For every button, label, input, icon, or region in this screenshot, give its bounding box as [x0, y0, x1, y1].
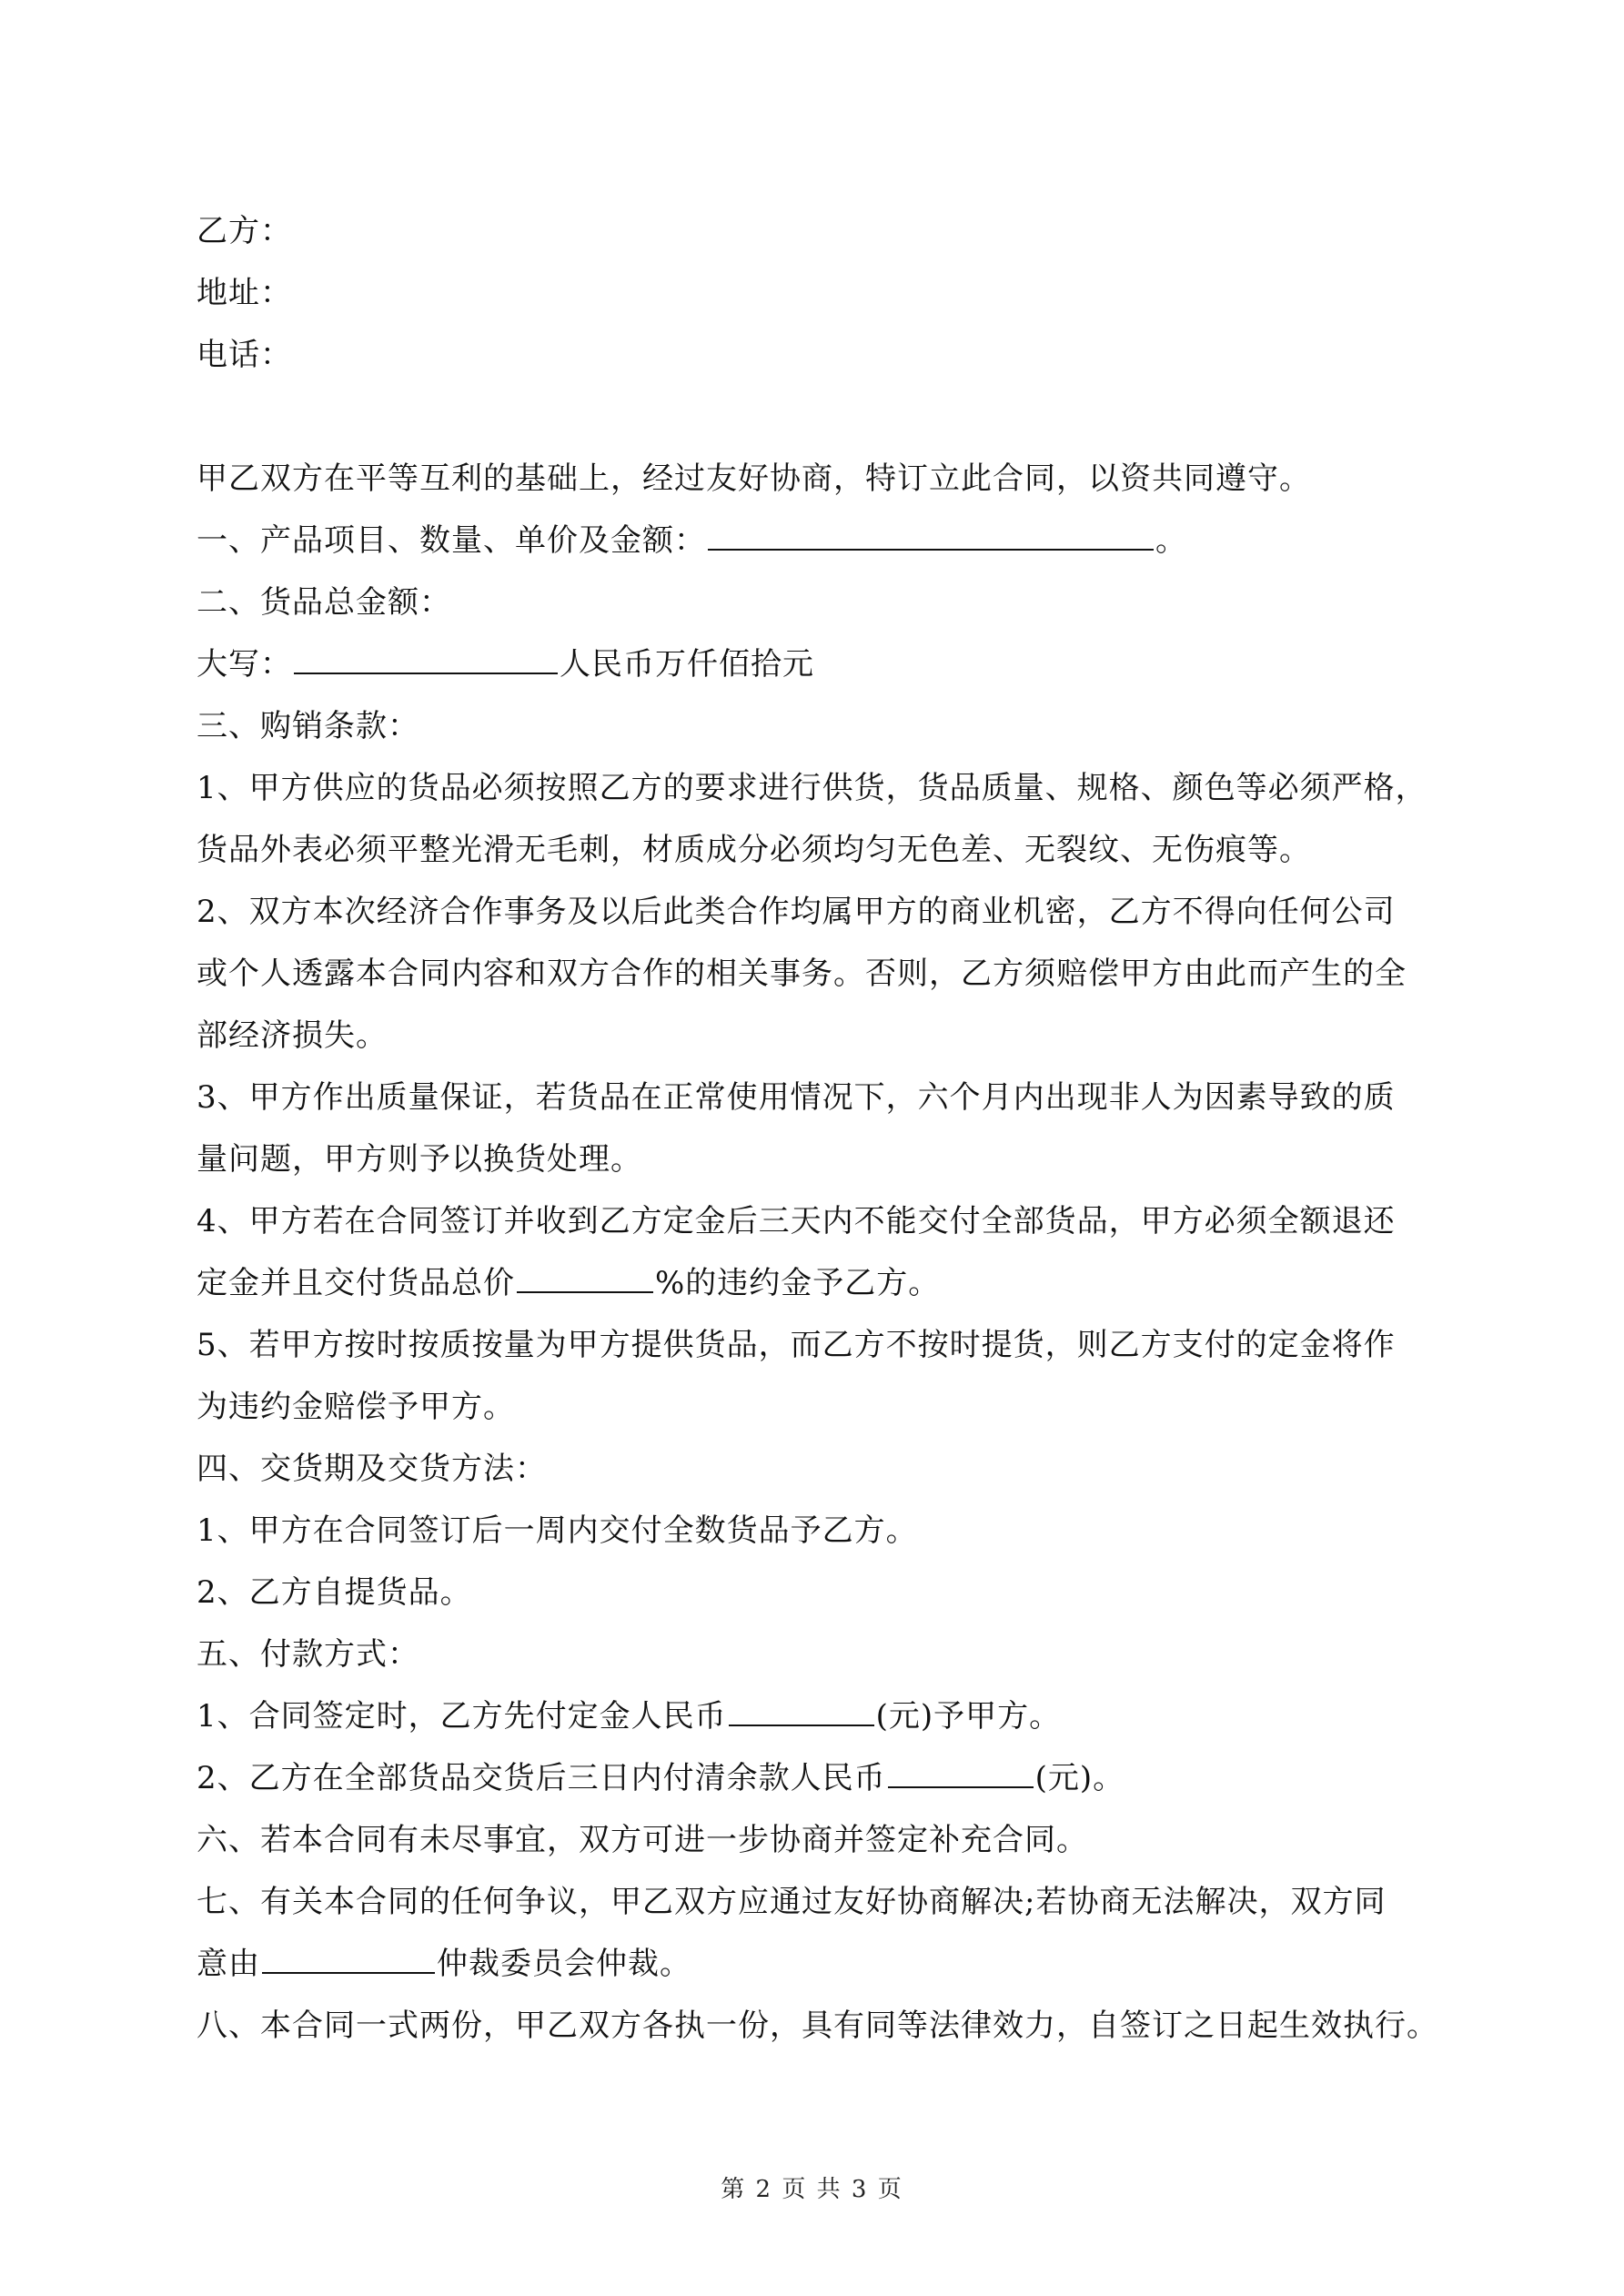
daxie-label: 大写： [197, 646, 292, 683]
section-7-line-2 [197, 1933, 1447, 1995]
section-8: 八、本合同一式两份，甲乙双方各执一份，具有同等法律效力，自签订之日起生效执行。 [197, 2008, 1438, 2044]
section-1-text: 一、产品项目、数量、单价及金额： [197, 522, 706, 559]
intro-paragraph: 甲乙双方在平等互利的基础上，经过友好协商，特订立此合同，以资共同遵守。 [197, 460, 1311, 497]
balance-prefix: 2、乙方在全部货品交货后三日内付清余款人民币 [197, 1760, 886, 1796]
clause-5-line-2: 为违约金赔偿予甲方。 [197, 1389, 515, 1425]
daxie-blank [294, 645, 558, 674]
deposit-suffix: (元)予甲方。 [875, 1698, 1062, 1735]
spacer [197, 386, 1447, 448]
section-2-daxie [197, 633, 1447, 695]
clause-3-line-2: 量问题，甲方则予以换货处理。 [197, 1141, 642, 1178]
clause-4-line-2 [197, 1252, 1447, 1314]
daxie-suffix: 人民币万仟佰拾元 [560, 646, 814, 683]
section-3-title: 三、购销条款： [197, 708, 419, 744]
section-1-suffix: 。 [1155, 522, 1187, 559]
party-b-label: 乙方： [197, 213, 292, 249]
balance-suffix: (元)。 [1034, 1760, 1125, 1796]
section-1 [197, 510, 1447, 571]
clause-4-suffix: %的违约金予乙方。 [655, 1265, 941, 1301]
penalty-percent-blank [517, 1264, 653, 1293]
clause-1-line-2: 货品外表必须平整光滑无毛刺，材质成分必须均匀无色差、无裂纹、无伤痕等。 [197, 832, 1311, 868]
phone-label: 电话： [197, 337, 292, 373]
clause-2-line-1: 2、双方本次经济合作事务及以后此类合作均属甲方的商业机密，乙方不得向任何公司 [197, 894, 1396, 930]
section-2-title: 二、货品总金额： [197, 584, 451, 621]
product-details-blank [708, 521, 1154, 551]
arbitration-committee-blank [262, 1945, 435, 1974]
address-label: 地址： [197, 275, 292, 311]
section-4-title: 四、交货期及交货方法： [197, 1451, 547, 1487]
page-number: 第 2 页 共 3 页 [721, 2176, 903, 2203]
section-6: 六、若本合同有未尽事宜，双方可进一步协商并签定补充合同。 [197, 1822, 1088, 1858]
arbitration-prefix: 意由 [197, 1946, 260, 1982]
clause-1-line-1: 1、甲方供应的货品必须按照乙方的要求进行供货，货品质量、规格、颜色等必须严格， [197, 770, 1427, 806]
clause-2-line-2: 或个人透露本合同内容和双方合作的相关事务。否则，乙方须赔偿甲方由此而产生的全 [197, 956, 1407, 992]
balance-amount-blank [888, 1759, 1034, 1788]
deposit-amount-blank [729, 1697, 874, 1726]
section-5-item-2 [197, 1747, 1447, 1809]
section-4-item-1: 1、甲方在合同签订后一周内交付全数货品予乙方。 [197, 1512, 918, 1549]
section-5-item-1 [197, 1685, 1447, 1747]
clause-5-line-1: 5、若甲方按时按质按量为甲方提供货品，而乙方不按时提货，则乙方支付的定金将作 [197, 1327, 1396, 1363]
clause-2-line-3: 部经济损失。 [197, 1017, 388, 1054]
section-5-title: 五、付款方式： [197, 1636, 419, 1673]
section-7-line-1: 七、有关本合同的任何争议，甲乙双方应通过友好协商解决;若协商无法解决，双方同 [197, 1884, 1387, 1920]
clause-4-line-1: 4、甲方若在合同签订并收到乙方定金后三天内不能交付全部货品，甲方必须全额退还 [197, 1203, 1396, 1239]
contract-body [197, 200, 1447, 2057]
section-4-item-2: 2、乙方自提货品。 [197, 1574, 472, 1611]
deposit-prefix: 1、合同签定时，乙方先付定金人民币 [197, 1698, 727, 1735]
clause-3-line-1: 3、甲方作出质量保证，若货品在正常使用情况下，六个月内出现非人为因素导致的质 [197, 1079, 1396, 1116]
arbitration-suffix: 仲裁委员会仲裁。 [437, 1946, 691, 1982]
clause-4-prefix: 定金并且交付货品总价 [197, 1265, 515, 1301]
